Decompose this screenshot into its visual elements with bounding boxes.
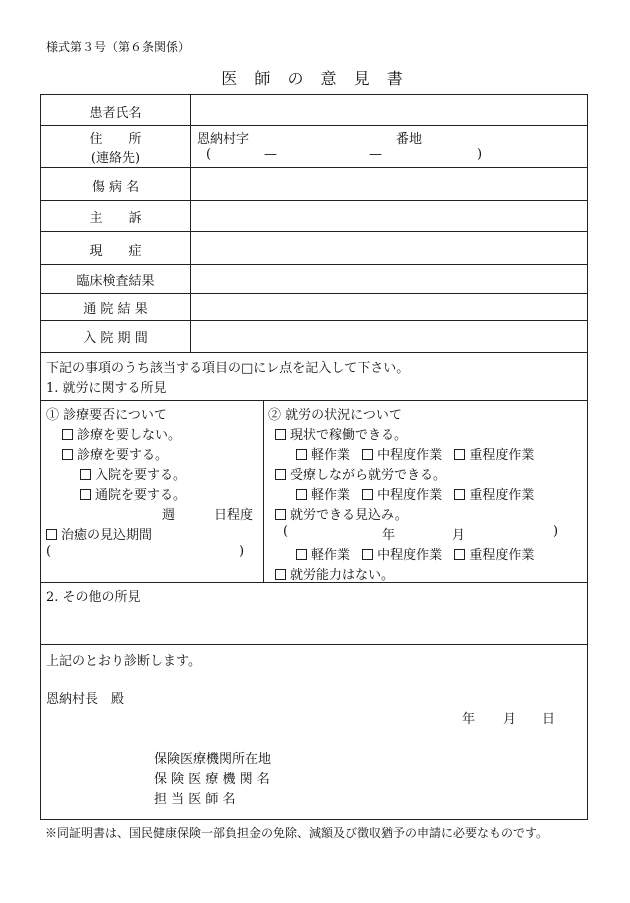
row-divider: [40, 320, 588, 321]
checkbox-row[interactable]: 入院を要する。: [80, 464, 186, 483]
checkbox[interactable]: [362, 449, 373, 460]
diagnosis-statement: 上記のとおり診断します。: [46, 654, 201, 669]
section-column-divider: [263, 400, 264, 582]
row-divider: [40, 293, 588, 294]
clinical-test-label: 臨床検査結果: [76, 274, 155, 289]
checkbox[interactable]: [275, 509, 286, 520]
checkbox-row[interactable]: 診療を要する。: [62, 444, 168, 463]
row-divider: [40, 400, 588, 401]
year-label: 年: [382, 528, 396, 543]
paren-close: ): [239, 544, 245, 559]
label-column-divider: [190, 94, 191, 352]
checkbox[interactable]: [454, 449, 465, 460]
address-village: 恩納村字: [197, 132, 250, 147]
month-label: 月: [452, 528, 466, 543]
date-day: 日: [542, 712, 556, 727]
checkbox[interactable]: [62, 449, 73, 460]
weekly-frequency: 週 日程度: [162, 508, 254, 523]
doctor-name-label: 担 当 医 師 名: [154, 792, 236, 807]
footnote: ※同証明書は、国民健康保険一部負担金の免除、減額及び徴収猶予の申請に必要なものです。: [45, 826, 549, 840]
row-divider: [40, 125, 588, 126]
work-level-options: 軽作業 中程度作業 重程度作業: [296, 444, 534, 463]
disease-name-label: 傷 病 名: [91, 180, 140, 195]
checkbox-row[interactable]: 通院を要する。: [80, 484, 186, 503]
checkbox[interactable]: [62, 429, 73, 440]
work-level-options: 軽作業 中程度作業 重程度作業: [296, 544, 534, 563]
present-illness-label: 現 症: [89, 244, 142, 259]
phone-paren-open: (: [206, 147, 212, 162]
paren-close: ): [553, 524, 559, 539]
work-level-options: 軽作業 中程度作業 重程度作業: [296, 484, 534, 503]
addressee: 恩納村長 殿: [46, 692, 125, 707]
checkbox[interactable]: [80, 469, 91, 480]
checkbox[interactable]: [296, 489, 307, 500]
outpatient-result-label: 通 院 結 果: [83, 302, 148, 317]
document-title: 医 師 の 意 見 書: [221, 69, 409, 88]
facility-name-label: 保 険 医 療 機 関 名: [154, 772, 270, 787]
treatment-need-heading: ① 診療要否について: [46, 408, 167, 423]
phone-dash: —: [369, 147, 382, 162]
facility-address-label: 保険医療機関所在地: [154, 752, 272, 767]
row-divider: [40, 352, 588, 353]
checkbox[interactable]: [454, 549, 465, 560]
checkbox-row[interactable]: 現状で稼働できる。: [275, 424, 407, 443]
check-instruction: 下記の事項のうち該当する項目の□にレ点を記入して下さい。: [46, 361, 410, 376]
checkbox[interactable]: [80, 489, 91, 500]
checkbox[interactable]: [296, 449, 307, 460]
row-divider: [40, 644, 588, 645]
paren-open: (: [46, 544, 52, 559]
section-1-heading: 1. 就労に関する所見: [46, 381, 167, 396]
phone-paren-close: ): [477, 147, 483, 162]
checkbox[interactable]: [275, 469, 286, 480]
row-divider: [40, 231, 588, 232]
checkbox[interactable]: [275, 569, 286, 580]
contact-label: (連絡先): [90, 151, 141, 166]
checkbox[interactable]: [275, 429, 286, 440]
checkbox-row[interactable]: 治癒の見込期間: [46, 524, 152, 543]
section-2-heading: 2. その他の所見: [46, 590, 141, 605]
hospital-period-label: 入 院 期 間: [83, 331, 148, 346]
form-number: 様式第３号（第６条関係）: [46, 40, 191, 54]
date-month: 月: [503, 712, 517, 727]
checkbox-row[interactable]: 就労能力はない。: [275, 564, 394, 583]
checkbox[interactable]: [362, 489, 373, 500]
phone-dash: —: [264, 147, 277, 162]
patient-name-label: 患者氏名: [89, 106, 142, 121]
checkbox[interactable]: [454, 489, 465, 500]
address-label: 住 所: [89, 132, 142, 147]
chief-complaint-label: 主 訴: [89, 211, 142, 226]
checkbox[interactable]: [296, 549, 307, 560]
checkbox[interactable]: [362, 549, 373, 560]
work-status-heading: ② 就労の状況について: [268, 408, 402, 423]
paren-open: (: [283, 524, 289, 539]
address-banchi: 番地: [396, 132, 423, 147]
row-divider: [40, 264, 588, 265]
date-year: 年: [462, 712, 476, 727]
checkbox-row[interactable]: 受療しながら就労できる。: [275, 464, 446, 483]
checkbox-row[interactable]: 診療を要しない。: [62, 424, 181, 443]
row-divider: [40, 167, 588, 168]
checkbox-row[interactable]: 就労できる見込み。: [275, 504, 408, 523]
checkbox[interactable]: [46, 529, 57, 540]
row-divider: [40, 200, 588, 201]
